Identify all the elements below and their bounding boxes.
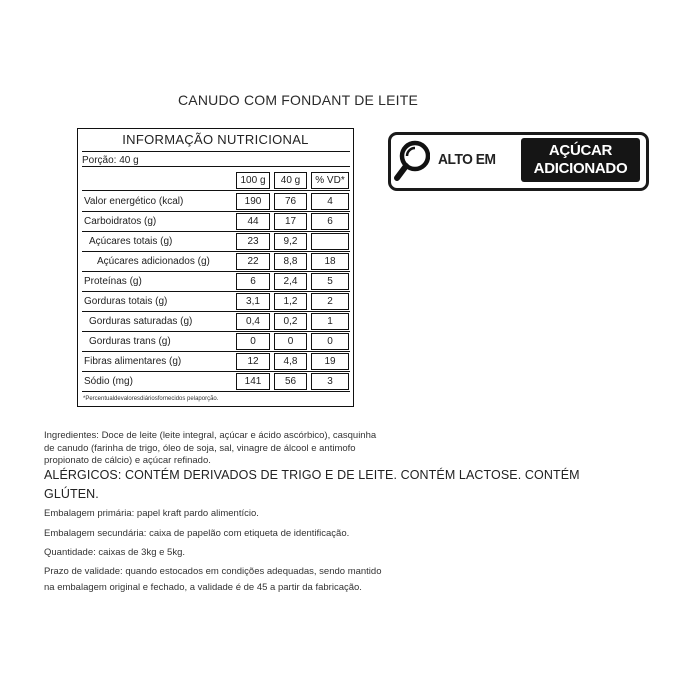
table-row — [82, 373, 350, 390]
divider — [82, 251, 350, 252]
nutrient-vd: 2 — [311, 293, 349, 310]
allergens-line: GLÚTEN. — [44, 487, 99, 501]
added-sugar-label — [521, 138, 640, 182]
nutrient-vd: 0 — [311, 333, 349, 350]
nutrient-label: Fibras alimentares (g) — [84, 356, 182, 367]
table-row — [82, 213, 350, 230]
nutrient-label: Açúcares adicionados (g) — [97, 256, 210, 267]
nutrient-v40: 56 — [274, 373, 307, 390]
nutrient-vd: 5 — [311, 273, 349, 290]
divider — [82, 271, 350, 272]
table-header-row — [82, 172, 350, 189]
primary-packaging: Embalagem primária: papel kraft pardo alimentício. — [44, 508, 259, 519]
nutrient-v40: 1,2 — [274, 293, 307, 310]
nutrient-label: Gorduras saturadas (g) — [89, 316, 193, 327]
product-title: CANUDO COM FONDANT DE LEITE — [178, 92, 419, 108]
divider — [82, 211, 350, 212]
ingredients-line: de canudo (farinha de trigo, óleo de soja, sal, vinagre de álcool e antimofo — [44, 443, 356, 454]
nutrient-v100: 0 — [236, 333, 270, 350]
nutrient-vd: 19 — [311, 353, 349, 370]
table-row — [82, 193, 350, 210]
divider — [82, 166, 350, 167]
nutrient-v40: 0,2 — [274, 313, 307, 330]
nutrient-v100: 3,1 — [236, 293, 270, 310]
table-row — [82, 353, 350, 370]
nutrient-v40: 2,4 — [274, 273, 307, 290]
table-row — [82, 253, 350, 270]
high-added-sugar-warning — [388, 132, 649, 191]
divider — [82, 311, 350, 312]
quantity: Quantidade: caixas de 3kg e 5kg. — [44, 547, 186, 558]
ingredients-line: propionato de cálcio) e açúcar refinado. — [44, 455, 211, 466]
validity-line: Prazo de validade: quando estocados em condições adequadas, sendo mantido — [44, 566, 382, 577]
nutrient-v100: 12 — [236, 353, 270, 370]
nutrient-label: Gorduras trans (g) — [89, 336, 171, 347]
nutrient-label: Sódio (mg) — [84, 376, 133, 387]
header-100g: 100 g — [236, 172, 270, 189]
nutrient-label: Carboidratos (g) — [84, 216, 157, 227]
nutrient-v40: 9,2 — [274, 233, 307, 250]
table-row — [82, 273, 350, 290]
nutrient-v40: 8,8 — [274, 253, 307, 270]
divider — [82, 190, 350, 191]
nutrient-v100: 22 — [236, 253, 270, 270]
nutrient-label: Valor energético (kcal) — [84, 196, 184, 207]
header-vd: % VD* — [311, 172, 349, 189]
nutrient-vd: 18 — [311, 253, 349, 270]
divider — [82, 331, 350, 332]
nutrient-vd — [311, 233, 349, 250]
validity-line: na embalagem original e fechado, a validade é de 45 a partir da fabricação. — [44, 582, 362, 593]
nutrient-v100: 6 — [236, 273, 270, 290]
added-sugar-line1: AÇÚCAR — [548, 142, 613, 159]
nutrient-v100: 23 — [236, 233, 270, 250]
added-sugar-line2: ADICIONADO — [533, 160, 628, 177]
secondary-packaging: Embalagem secundária: caixa de papelão com etiqueta de identificação. — [44, 528, 350, 539]
nutrient-v40: 76 — [274, 193, 307, 210]
table-row — [82, 233, 350, 250]
nutrient-label: Gorduras totais (g) — [84, 296, 168, 307]
divider — [82, 351, 350, 352]
nutrient-vd: 4 — [311, 193, 349, 210]
portion-label: Porção: 40 g — [82, 155, 139, 166]
nutrient-label: Proteínas (g) — [84, 276, 142, 287]
header-40g: 40 g — [274, 172, 307, 189]
divider — [82, 391, 350, 392]
nutrient-v40: 17 — [274, 213, 307, 230]
nutrient-v100: 190 — [236, 193, 270, 210]
table-row — [82, 293, 350, 310]
table-row — [82, 313, 350, 330]
nutrient-v40: 0 — [274, 333, 307, 350]
divider — [82, 291, 350, 292]
nutrient-vd: 1 — [311, 313, 349, 330]
nutrition-footnote: *Percentualdevaloresdiáriosfornecidos pelaporção. — [83, 396, 219, 402]
ingredients-line: Ingredientes: Doce de leite (leite integral, açúcar e ácido ascórbico), casquinha — [44, 430, 377, 441]
allergens-line: ALÉRGICOS: CONTÉM DERIVADOS DE TRIGO E DE LEITE. CONTÉM LACTOSE. CONTÉM — [44, 468, 580, 482]
alto-em-label: ALTO EM — [430, 145, 504, 175]
nutrient-v100: 141 — [236, 373, 270, 390]
nutrient-v40: 4,8 — [274, 353, 307, 370]
nutrition-facts-panel — [77, 128, 354, 407]
nutrient-v100: 0,4 — [236, 313, 270, 330]
nutrient-vd: 3 — [311, 373, 349, 390]
nutrition-title: INFORMAÇÃO NUTRICIONAL — [122, 132, 309, 147]
divider — [82, 231, 350, 232]
nutrient-label: Açúcares totais (g) — [89, 236, 173, 247]
nutrient-vd: 6 — [311, 213, 349, 230]
divider — [82, 151, 350, 152]
divider — [82, 371, 350, 372]
nutrient-v100: 44 — [236, 213, 270, 230]
table-row — [82, 333, 350, 350]
